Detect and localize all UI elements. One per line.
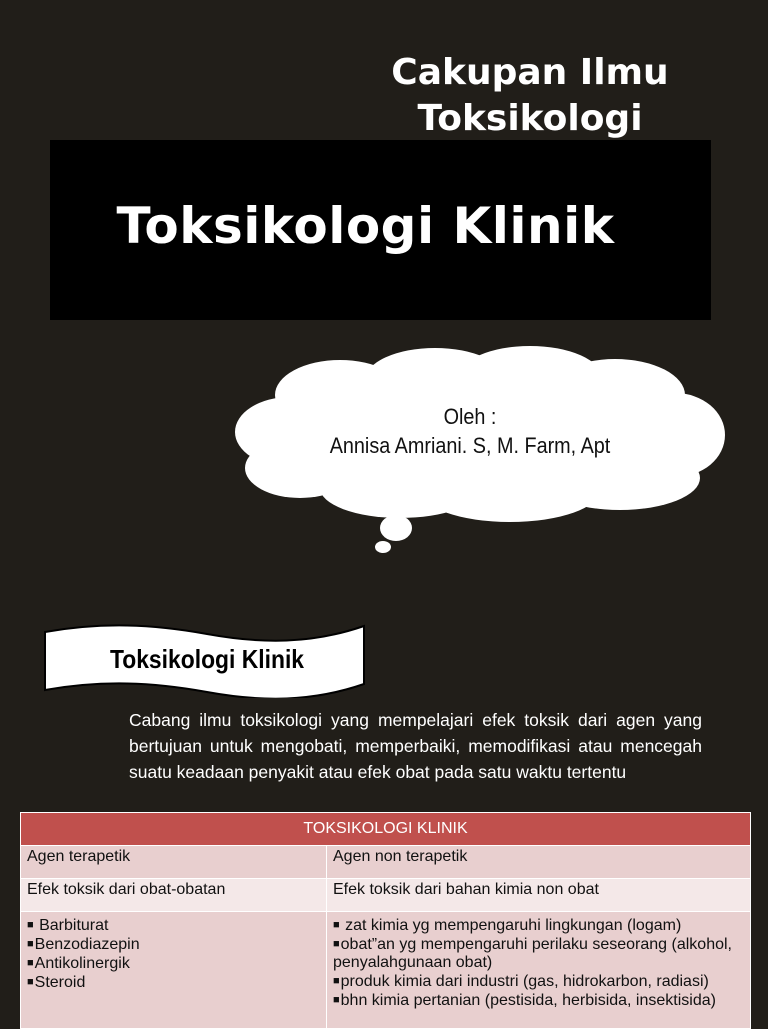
- bullet-icon: ■: [333, 994, 340, 1006]
- table-row: [21, 912, 751, 1029]
- slide-subtitle: [330, 50, 730, 142]
- list-item-text: produk kimia dari industri (gas, hidrokarbon, radiasi): [340, 973, 709, 990]
- list-item: [27, 973, 320, 992]
- subtitle-line-2: Toksikologi: [417, 98, 643, 139]
- toxicology-table-wrap: [20, 812, 750, 1029]
- list-item-text: Steroid: [34, 974, 86, 991]
- table-row: [21, 879, 751, 912]
- list-item: [333, 916, 744, 935]
- list-item-text: obat”an yg mempengaruhi perilaku seseorang (alkohol, penyalahgunaan obat): [333, 936, 732, 971]
- author-name: Annisa Amriani. S, M. Farm, Apt: [329, 433, 611, 458]
- bullet-icon: ■: [27, 957, 34, 969]
- table-cell: Efek toksik dari bahan kimia non obat: [327, 879, 751, 912]
- table-cell: Agen terapetik: [21, 846, 327, 879]
- list-item: [333, 935, 744, 972]
- author-text: [308, 402, 632, 460]
- bullet-icon: ■: [27, 938, 34, 950]
- list-item-text: zat kimia yg mempengaruhi lingkungan (logam): [345, 917, 682, 934]
- toxicology-table: [20, 812, 751, 1029]
- list-item: [333, 991, 744, 1010]
- right-list-cell: [327, 912, 751, 1029]
- bullet-icon: ■: [27, 976, 34, 988]
- title-box: [50, 140, 711, 320]
- list-item: [27, 935, 320, 954]
- bullet-icon: ■: [333, 938, 340, 950]
- table-cell: Efek toksik dari obat-obatan: [21, 879, 327, 912]
- author-label: Oleh :: [443, 404, 497, 429]
- list-item-text: Benzodiazepin: [34, 936, 140, 953]
- list-item-text: Antikolinergik: [34, 955, 130, 972]
- slide-title: Toksikologi Klinik: [116, 197, 615, 255]
- author-thought-cloud: [230, 340, 730, 560]
- section-banner: [42, 620, 368, 698]
- bullet-icon: ■: [27, 919, 34, 931]
- subtitle-line-1: Cakupan Ilmu: [391, 52, 669, 93]
- section-description: Cabang ilmu toksikologi yang mempelajari efek toksik dari agen yang bertujuan untuk mengobati, memperbaiki, memodifikasi atau mencegah suatu keadaan penyakit atau efek obat pada satu waktu tertentu: [129, 710, 702, 782]
- bullet-icon: ■: [333, 975, 340, 987]
- list-item: [27, 954, 320, 973]
- list-item-text: bhn kimia pertanian (pestisida, herbisida, insektisida): [340, 992, 716, 1009]
- table-header: TOKSIKOLOGI KLINIK: [21, 813, 751, 846]
- banner-label: Toksikologi Klinik: [109, 644, 305, 674]
- list-item-text: Barbiturat: [39, 917, 109, 934]
- table-row: [21, 846, 751, 879]
- left-list-cell: [21, 912, 327, 1029]
- list-item: [27, 916, 320, 935]
- bullet-icon: ■: [333, 919, 340, 931]
- table-cell: Agen non terapetik: [327, 846, 751, 879]
- list-item: [333, 972, 744, 991]
